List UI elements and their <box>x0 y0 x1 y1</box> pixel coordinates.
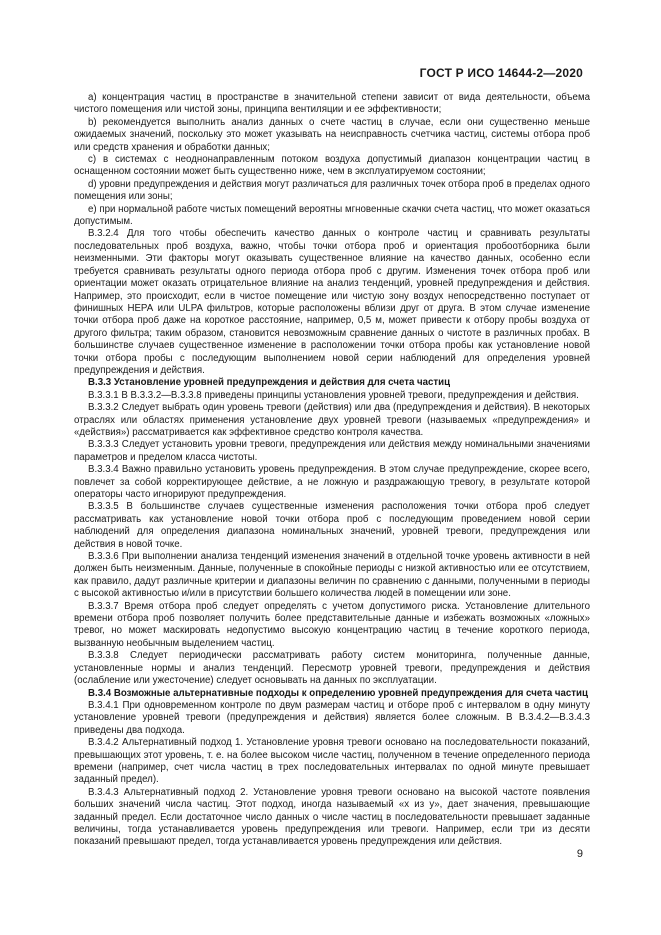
clause-b-3-4-1: В.3.4.1 При одновременном контроле по двум размерам частиц и отборе проб с интервалом в одну минуту установление уровней тревоги (предупреждения и действия) является более сложным. В В.3.4.2—В.3.4.3 приведены два подхода. <box>74 699 590 736</box>
clause-b-3-4-2: В.3.4.2 Альтернативный подход 1. Установление уровня тревоги основано на последовательности показаний, превышающих этот уровень, т. е. на более высоком числе частиц, полученном в течение определенного периода времени (например, счет числа частиц в трех последовательных интервалах по одной минуте превышает заданный предел). <box>74 737 590 786</box>
list-item-a: а) концентрация частиц в пространстве в значительной степени зависит от вида деятельности, объема чистого помещения или чистой зоны, принципа вентиляции и ее эффективности; <box>74 92 590 116</box>
clause-b-3-3-2: В.3.3.2 Следует выбрать один уровень тревоги (действия) или два (предупреждения и действия). В некоторых отраслях или областях применения установление двух уровней тревоги (называемых «предупреждения» и «действия») рассматривается как эффективное средство контроля качества. <box>74 402 590 438</box>
document-header: ГОСТ Р ИСО 14644-2—2020 <box>419 66 583 80</box>
list-item-b: b) рекомендуется выполнить анализ данных о счете частиц в случае, если они существенно меньше ожидаемых значений, поскольку это может указывать на неисправность счетчика частиц, системы отбора проб или средств хранения и обработки данных; <box>74 116 590 153</box>
list-item-d: d) уровни предупреждения и действия могут различаться для различных точек отбора проб в пределах одного помещения или зоны; <box>74 178 590 203</box>
clause-b-3-3-3: В.3.3.3 Следует установить уровни тревоги, предупреждения или действия между номинальными значениями параметров и пределом класса чистоты. <box>74 439 590 463</box>
clause-b-3-2-4: В.3.2.4 Для того чтобы обеспечить качество данных о контроле частиц и сравнивать результаты последовательных проб воздуха, важно, чтобы точки отбора проб и ориентация пробоотборника были неизменными. Эти факторы могут оказывать существенное влияние на качество данных, особенно если требуется сравнивать результаты одного периода отбора проб с другим. Изменения точек отбора проб или ориентации может оказать отрицательное влияние на анализ тенденций, уровней предупреждения и действия. Например, это происходит, если в чистое помещение или чистую зону воздух непосредственно поступает от финишных НЕРА или ULPA фильтров, которые расположены вблизи друг от друга. В этом случае изменение точки отбора проб даже на короткое расстояние, например, 0,5 м, может привести к отбору пробы воздуха от другого фильтра; таким образом, становится невозможным сравнение данных о чистоте в различных пробах. В большинстве случаев существенное изменение в расположении точки отбора пробы как установление новой точки отбора пробы с последующим выполнением новой серии наблюдений для определения уровней предупреждения и действия. <box>74 228 590 376</box>
section-heading-b-3-4: В.3.4 Возможные альтернативные подходы к определению уровней предупреждения для счета частиц <box>88 687 588 699</box>
page-number: 9 <box>576 848 583 860</box>
clause-b-3-3-5: В.3.3.5 В большинстве случаев существенные изменения расположения точки отбора проб следует рассматривать как установление новой точки отбора проб с последующим проведением новой серии наблюдений для определения диапазона номинальных значений, уровней тревоги, предупреждения или действия в новой точке. <box>74 501 590 550</box>
section-heading-b-3-3: В.3.3 Установление уровней предупреждения и действия для счета частиц <box>88 377 451 389</box>
clause-b-3-3-6: В.3.3.6 При выполнении анализа тенденций изменения значений в отдельной точке уровень активности в ней должен быть неизменным. Данные, полученные в спокойные периоды с низкой активностью или ее отсутствием, как правило, дадут различные критерии и диапазоны величин по сравнению с данными, полученными в периоды с высокой активностью и/или в присутствии большего количества людей в помещении или зоне. <box>74 551 590 600</box>
clause-b-3-3-7: В.3.3.7 Время отбора проб следует определять с учетом допустимого риска. Установление длительного времени отбора проб позволяет получить более представительные данные и избежать возможных «ложных» тревог, но может маскировать недопустимо высокую концентрацию частиц в течение короткого периода, вызванную необычным выделением частиц. <box>74 600 590 649</box>
clause-b-3-3-8: В.3.3.8 Следует периодически рассматривать работу систем мониторинга, полученные данные, установленные нормы и анализ тенденций. Пересмотр уровней тревоги, предупреждения и действия (ослабление или ужесточение) следует основывать на данных по эксплуатации. <box>74 650 590 687</box>
clause-b-3-3-4: В.3.3.4 Важно правильно установить уровень предупреждения. В этом случае предупреждение, скорее всего, повлечет за собой корректирующее действие, а не ложную и раздражающую тревогу, в результате которой операторы часто игнорируют предупреждения. <box>74 464 590 500</box>
clause-b-3-3-1: В.3.3.1 В В.3.3.2—В.3.3.8 приведены принципы установления уровней тревоги, предупреждения и действия. <box>88 389 579 401</box>
list-item-c: c) в системах с неоднонаправленным потоком воздуха допустимый диапазон концентрации частиц в оснащенном состоянии может быть существенно ниже, чем в эксплуатируемом состоянии; <box>74 154 590 178</box>
document-body <box>74 92 590 849</box>
clause-b-3-4-3: В.3.4.3 Альтернативный подход 2. Установление уровня тревоги основано на высокой частоте появления больших значений числа частиц. Этот подход, иногда называемый «х из у», дает значения, превышающие заданный предел. Если достаточное число данных о числе частиц в последовательности превышает заданные величины, тогда устанавливается уровень предупреждения или тревоги. Например, если три из десяти показаний превышают предел, тогда устанавливается уровень предупреждения или действия. <box>74 786 590 848</box>
list-item-e: е) при нормальной работе чистых помещений вероятны мгновенные скачки счета частиц, что может оказаться допустимым. <box>74 203 590 228</box>
